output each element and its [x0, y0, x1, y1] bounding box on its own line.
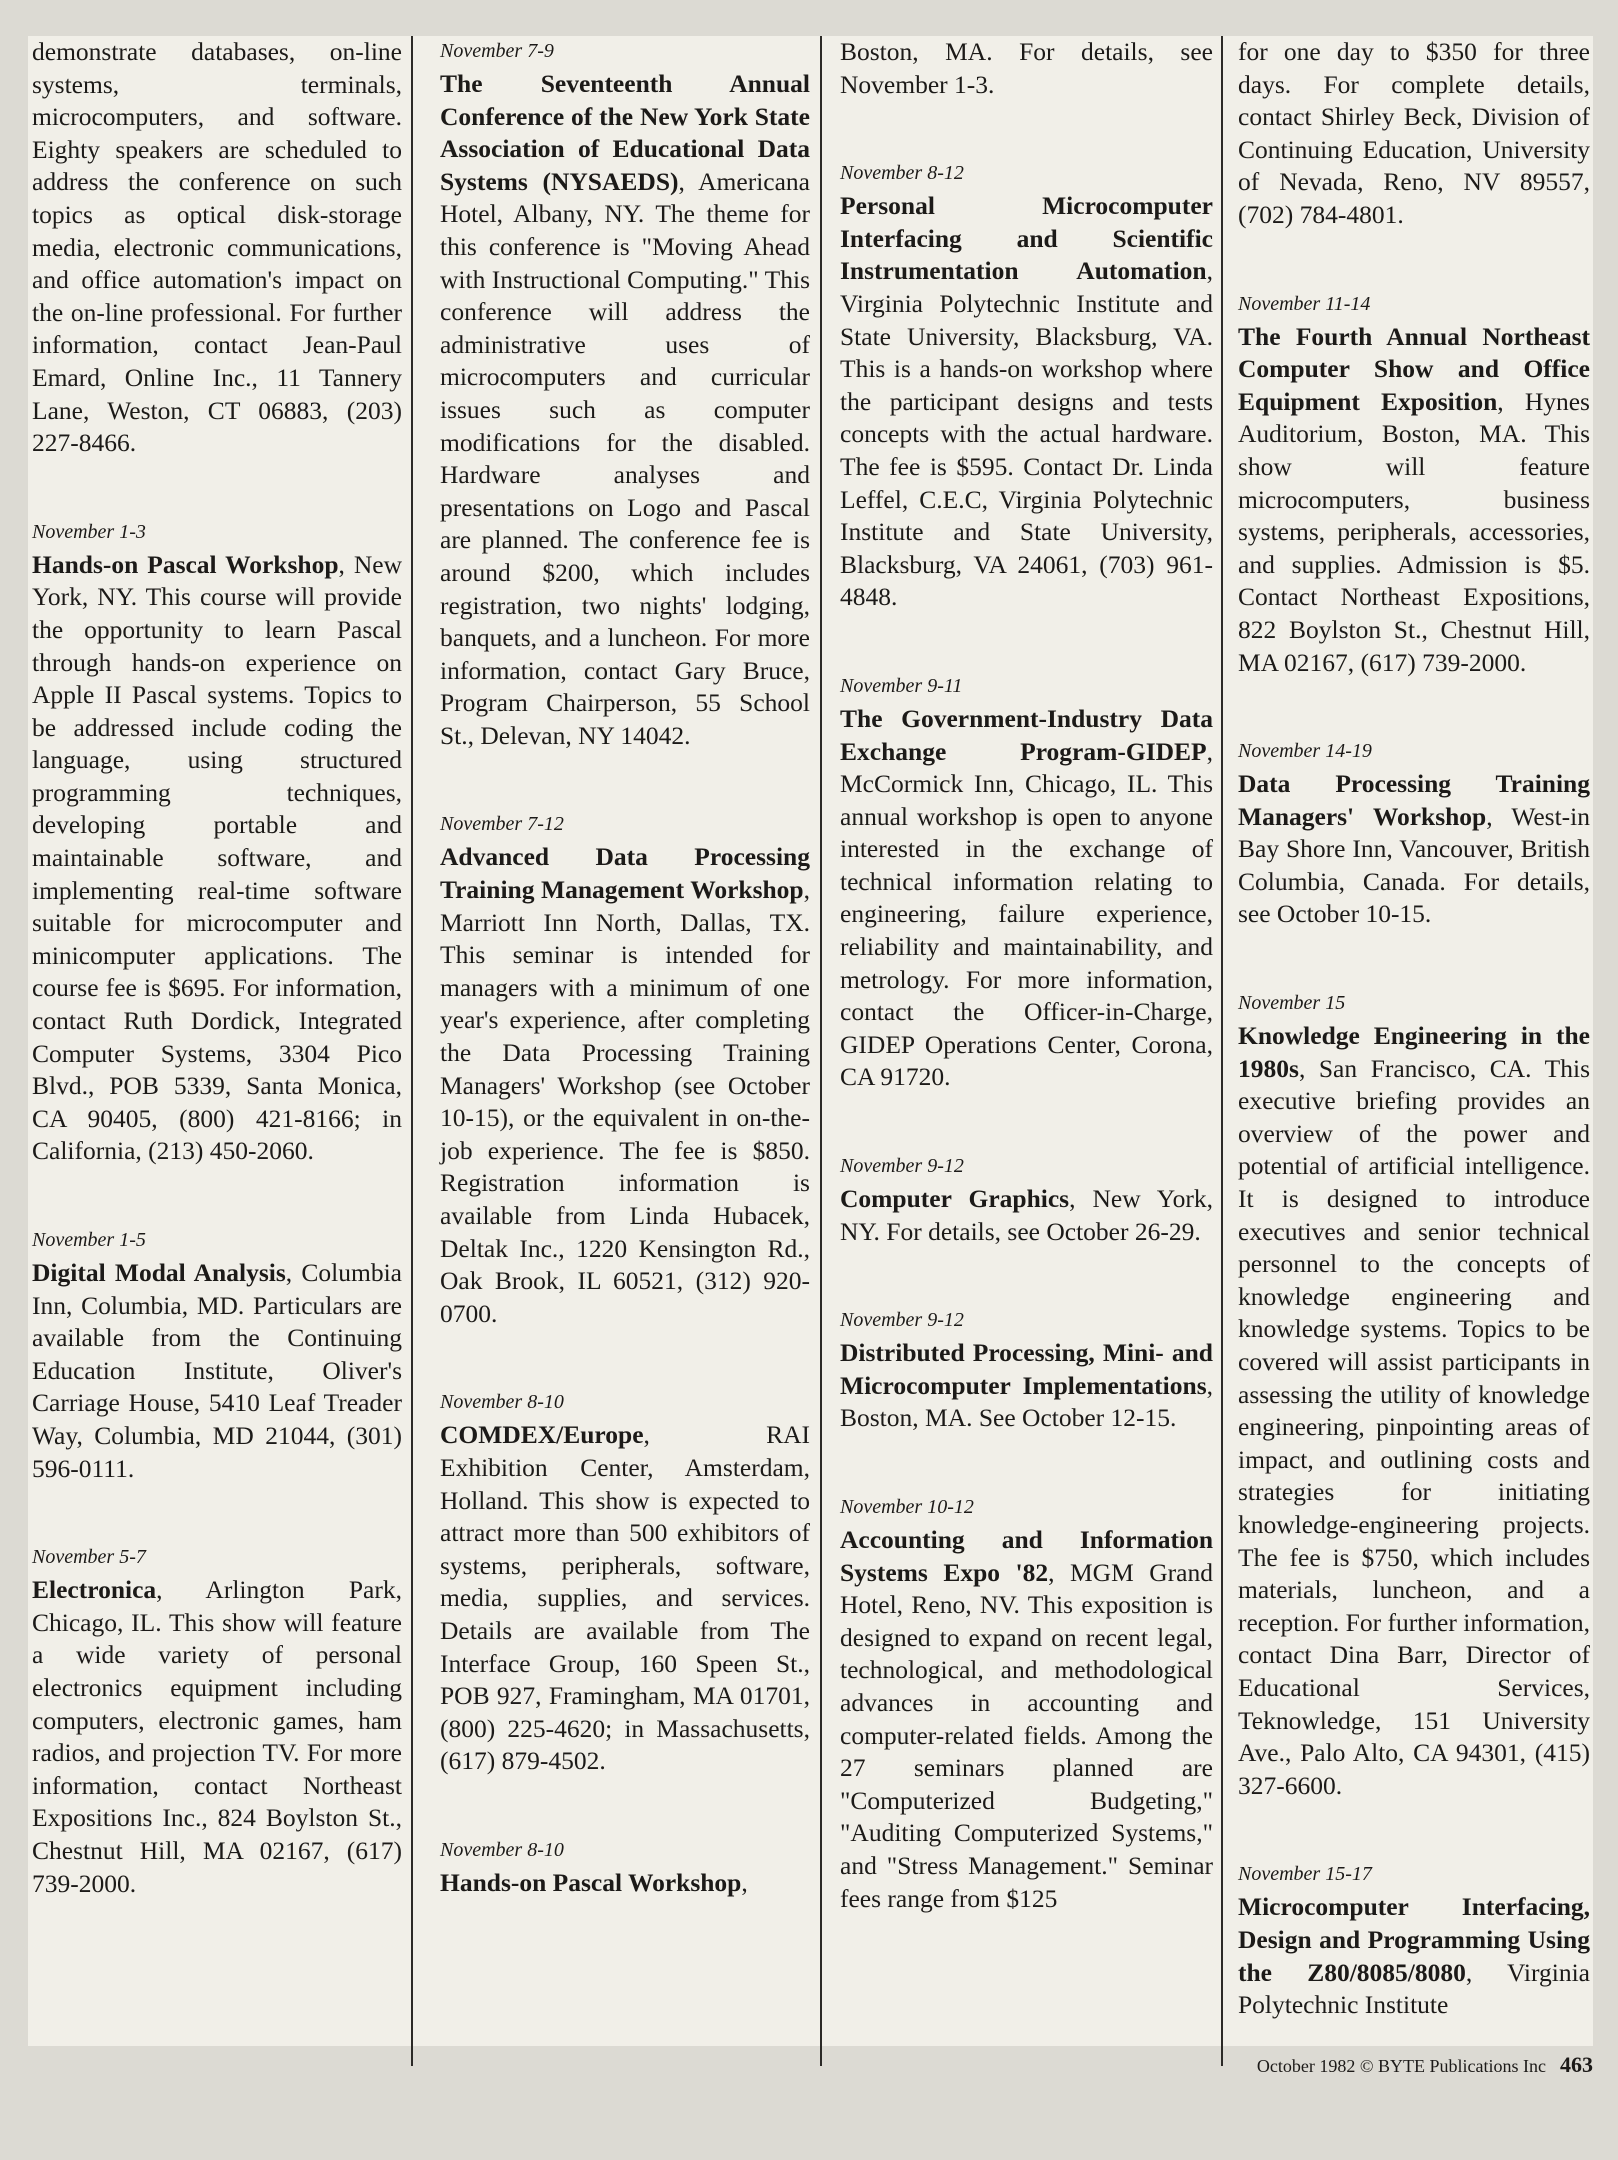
event-date: November 8-10 — [440, 1391, 564, 1414]
event-text — [1238, 1020, 1590, 1802]
lead-text: Boston, MA. For details, see November 1-3. — [840, 37, 1213, 99]
event-title: Microcomputer Interfacing, Design and Programming Using the Z80/8085/8080 — [1238, 1892, 1590, 1987]
event-entry — [840, 671, 1213, 1094]
event-title: Knowledge Engineering in the 1980s — [1238, 1021, 1590, 1083]
event-body: , San Francisco, CA. This executive briefing provides an overview of the power and potential of artificial intelligence. It is designed to introduce executives and senior technical personnel to the concepts of knowledge engineering and knowledge systems. Topics to be covered will assist participants in assessing the utility of knowledge engineering, pinpointing areas of impact, and outlining costs and strategies for initiating knowledge-engineering projects. The fee is $750, which includes materials, luncheon, and a reception. For further information, contact Dina Barr, Director of Educational Services, Teknowledge, 151 University Ave., Palo Alto, CA 94301, (415) 327-6600. — [1238, 1053, 1590, 1800]
event-text — [840, 1524, 1213, 1915]
event-date: November 7-9 — [440, 40, 554, 62]
lead-text: for one day to $350 for three days. For complete details, contact Shirley Beck, Division of Continuing Education, University of Nevada, Reno, NV 89557, (702) 784-4801. — [1238, 37, 1590, 229]
event-title: Electronica — [32, 1575, 157, 1605]
event-body: , West-in Bay Shore Inn, Vancouver, British Columbia, Canada. For details, see October 10-15. — [1238, 801, 1590, 929]
event-body: , Virginia Polytechnic Institute and State University, Blacksburg, VA. This is a hands-on workshop where the participant designs and tests concepts with the actual hardware. The fee is $595. Contact Dr. Linda Leffel, C.E.C, Virginia Polytechnic Institute and State University, Blacksburg, VA 24061, (703) 961-4848. — [840, 256, 1213, 612]
event-text — [440, 841, 810, 1330]
event-date: November 8-12 — [840, 162, 964, 185]
event-body: , — [741, 1867, 748, 1897]
event-text — [840, 1337, 1213, 1435]
event-title: Personal Microcomputer Interfacing and Scientific Instrumentation Automation — [840, 191, 1213, 286]
event-entry — [32, 1225, 402, 1485]
event-body: , Hynes Auditorium, Boston, MA. This show will feature microcomputers, business systems, peripherals, accessories, and supplies. Admission is $5. Contact Northeast Expositions, 822 Boylston St., Chestnut Hill, MA 02167, (617) 739-2000. — [1238, 386, 1590, 677]
event-entry — [840, 158, 1213, 614]
event-entry — [1238, 289, 1590, 680]
event-text — [440, 1867, 810, 1900]
column-3 — [840, 36, 1213, 1915]
event-date: November 10-12 — [840, 1496, 974, 1518]
event-body: , MGM Grand Hotel, Reno, NV. This exposition is designed to expand on recent legal, technological, and methodological advances in accounting and computer-related fields. Among the 27 seminars planned are "Computerized Budgeting," "Auditing Computerized Systems," and "Stress Management." Seminar fees range from $125 — [840, 1557, 1213, 1913]
event-title: The Government-Industry Data Exchange Program-GIDEP — [840, 703, 1213, 766]
column-divider — [820, 36, 822, 2066]
event-date: November 9-12 — [840, 1155, 964, 1178]
event-text — [840, 190, 1213, 614]
event-title: COMDEX/Europe — [440, 1420, 644, 1450]
event-text — [1238, 1891, 1590, 2021]
magazine-page — [28, 36, 1593, 2077]
event-body: , RAI Exhibition Center, Amsterdam, Holland. This show is expected to attract more than 500 exhibitors of systems, peripherals, software, media, supplies, and services. Details are available from The Interface Group, 160 Speen St., POB 927, Framingham, MA 01701, (800) 225-4620; in Massachusetts, (617) 879-4502. — [440, 1420, 810, 1776]
event-body: , Virginia Polytechnic Institute — [1238, 1957, 1591, 2020]
event-entry — [1238, 736, 1590, 931]
event-date: November 1-3 — [32, 520, 146, 543]
page-footer — [1223, 2052, 1593, 2078]
event-body: , Columbia Inn, Columbia, MD. Particulars are available from the Continuing Education Institute, Oliver's Carriage House, 5410 Leaf Treader Way, Columbia, MD 21044, (301) 596-0111. — [32, 1258, 402, 1483]
event-entry — [440, 1387, 810, 1778]
column-divider — [1221, 36, 1223, 2066]
column-divider — [411, 36, 413, 2066]
event-text — [440, 68, 810, 752]
event-title: Data Processing Training Managers' Workshop — [1238, 769, 1590, 831]
event-entry — [840, 1492, 1213, 1915]
event-title: Hands-on Pascal Workshop — [440, 1867, 742, 1897]
event-title: Advanced Data Processing Training Management Workshop — [440, 842, 810, 905]
event-body: , New York, NY. For details, see October 26-29. — [840, 1184, 1214, 1246]
event-body: , Arlington Park, Chicago, IL. This show will feature a wide variety of personal electronics equipment including computers, electronic games, ham radios, and projection TV. For more information, contact Northeast Expositions Inc., 824 Boylston St., Chestnut Hill, MA 02167, (617) 739-2000. — [32, 1575, 402, 1898]
column-4 — [1238, 36, 1590, 2022]
event-date: November 14-19 — [1238, 740, 1372, 763]
event-text — [1238, 768, 1590, 931]
event-text — [840, 703, 1213, 1094]
event-date: November 9-11 — [840, 674, 963, 697]
event-date: November 1-5 — [32, 1229, 146, 1251]
event-title: The Seventeenth Annual Conference of the New York State Association of Educational Data Systems (NYSAEDS) — [440, 69, 810, 196]
event-text — [32, 1574, 402, 1900]
event-entry — [1238, 1859, 1590, 2021]
event-entry — [32, 517, 402, 1168]
event-title: Computer Graphics — [840, 1184, 1070, 1214]
event-date: November 9-12 — [840, 1309, 964, 1332]
page-number: 463 — [1560, 2052, 1593, 2077]
event-body: , New York, NY. This course will provide the opportunity to learn Pascal through hands-on experience on Apple II Pascal systems. Topics to be addressed include coding the language, using structured programming techniques, developing portable and maintainable software, and implementing real-time software suitable for microcomputer and minicomputer applications. The course fee is $695. For information, contact Ruth Dordick, Integrated Computer Systems, 3304 Pico Blvd., POB 5339, Santa Monica, CA 90405, (800) 421-8166; in California, (213) 450-2060. — [32, 549, 402, 1166]
event-text — [32, 1257, 402, 1485]
event-date: November 5-7 — [32, 1546, 146, 1569]
event-date: November 15 — [1238, 992, 1346, 1015]
event-entry — [440, 36, 810, 752]
event-body: , Americana Hotel, Albany, NY. The theme for this conference is "Moving Ahead with Instructional Computing." This conference will address the administrative uses of microcomputers and curricular issues such as computer modifications for the disabled. Hardware analyses and presentations on Logo and Pascal are planned. The conference fee is around $200, which includes registration, two nights' lodging, banquets, and a luncheon. For more information, contact Gary Bruce, Program Chairperson, 55 School St., Delevan, NY 14042. — [440, 166, 810, 750]
event-body: , Boston, MA. See October 12-15. — [840, 1370, 1213, 1433]
column-1 — [32, 36, 402, 1900]
footer-credit: October 1982 © BYTE Publications Inc — [1256, 2056, 1546, 2076]
column-2 — [440, 36, 810, 1900]
event-date: November 11-14 — [1238, 292, 1371, 315]
event-entry — [440, 1835, 810, 1900]
event-title: Distributed Processing, Mini- and Microcomputer Implementations — [840, 1338, 1213, 1400]
event-body: , McCormick Inn, Chicago, IL. This annual workshop is open to anyone interested in the exchange of technical information relating to engineering, failure experience, reliability and maintainability, and metrology. For more information, contact the Officer-in-Charge, GIDEP Operations Center, Corona, CA 91720. — [840, 736, 1213, 1092]
event-entry — [840, 1151, 1213, 1248]
event-text — [1238, 321, 1590, 680]
event-entry — [440, 809, 810, 1330]
event-entry — [32, 1542, 402, 1900]
event-title: The Fourth Annual Northeast Computer Show and Office Equipment Exposition — [1238, 321, 1590, 416]
event-text — [840, 1183, 1213, 1248]
lead-text: demonstrate databases, on-line systems, terminals, microcomputers, and software. Eighty speakers are scheduled to address the conference on such topics as optical disk-storage media, electronic communications, and office automation's impact on the on-line professional. For further information, contact Jean-Paul Emard, Online Inc., 11 Tannery Lane, Weston, CT 06883, (203) 227-8466. — [32, 37, 402, 458]
event-title: Accounting and Information Systems Expo '82 — [840, 1525, 1213, 1587]
event-title: Digital Modal Analysis — [32, 1258, 286, 1287]
event-date: November 8-10 — [440, 1838, 564, 1861]
event-date: November 15-17 — [1238, 1863, 1372, 1886]
event-title: Hands-on Pascal Workshop — [32, 549, 339, 579]
event-text — [32, 549, 402, 1168]
event-entry — [1238, 988, 1590, 1802]
event-text — [440, 1419, 810, 1778]
event-entry — [840, 1305, 1213, 1435]
event-body: , Marriott Inn North, Dallas, TX. This seminar is intended for managers with a minimum of one year's experience, after completing the Data Processing Training Managers' Workshop (see October 10-15), or the equivalent in on-the-job experience. The fee is $850. Registration information is available from Linda Hubacek, Deltak Inc., 1220 Kensington Rd., Oak Brook, IL 60521, (312) 920-0700. — [440, 875, 810, 1328]
event-date: November 7-12 — [440, 813, 564, 836]
